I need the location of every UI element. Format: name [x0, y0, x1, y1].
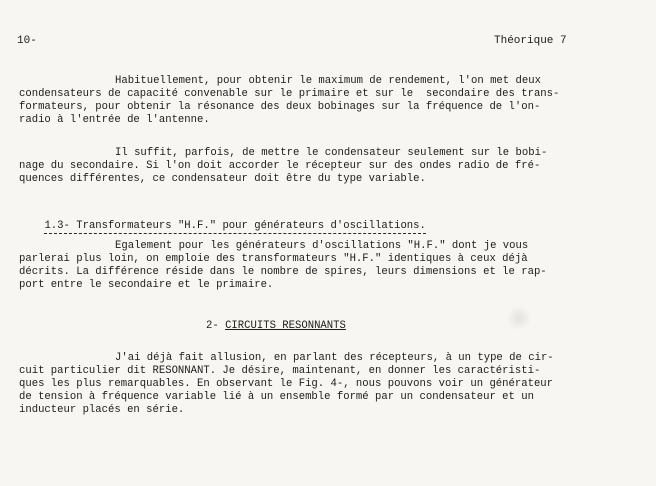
subsection-heading-text: 1.3- Transformateurs "H.F." pour générateurs d'oscillations. — [44, 220, 426, 232]
section-heading — [206, 320, 346, 333]
paragraph-2-line-3: quences différentes, ce condensateur doit être du type variable. — [19, 173, 426, 185]
paragraph-4-line-4: de tension à fréquence variable lié à un ensemble formé par un condensateur et un — [19, 391, 534, 403]
paragraph-3-line-2: parlerai plus loin, on emploie des transformateurs "H.F." identiques à ceux déjà — [19, 253, 528, 265]
paragraph-3-line-4: port entre le secondaire et le primaire. — [19, 279, 274, 291]
section-header: Théorique 7 — [494, 35, 567, 47]
paragraph-4-line-2: cuit particulier dit RESONNANT. Je désire, maintenant, en donner les caractéristi- — [19, 365, 541, 377]
paper-smudge — [506, 306, 532, 330]
paragraph-1-line-3: formateurs, pour obtenir la résonance des deux bobinages sur la fréquence de l'on- — [19, 101, 541, 113]
paragraph-4-line-5: inducteur placés en série. — [19, 404, 185, 416]
paragraph-4-line-1: J'ai déjà fait allusion, en parlant des récepteurs, à un type de cir- — [115, 352, 554, 364]
paragraph-2-line-1: Il suffit, parfois, de mettre le condensateur seulement sur le bobi- — [115, 147, 548, 159]
paragraph-1-line-1: Habituellement, pour obtenir le maximum de rendement, l'on met deux — [115, 75, 541, 87]
section-title: CIRCUITS RESONNANTS — [225, 320, 346, 332]
paragraph-1-line-2: condensateurs de capacité convenable sur le primaire et sur le secondaire des trans- — [19, 88, 560, 100]
paragraph-2-line-2: nage du secondaire. Si l'on doit accorder le récepteur sur des ondes radio de fré- — [19, 160, 541, 172]
paragraph-3-line-1: Egalement pour les générateurs d'oscillations "H.F." dont je vous — [115, 240, 529, 252]
paragraph-1-line-4: radio à l'entrée de l'antenne. — [19, 114, 210, 126]
page-number: 10- — [17, 35, 37, 47]
paragraph-3-line-3: décrits. La différence réside dans le nombre de spires, leurs dimensions et le rap- — [19, 266, 547, 278]
section-number: 2- — [206, 320, 226, 332]
paragraph-4-line-3: ques les plus remarquables. En observant le Fig. 4-, nous pouvons voir un générateur — [19, 378, 554, 390]
